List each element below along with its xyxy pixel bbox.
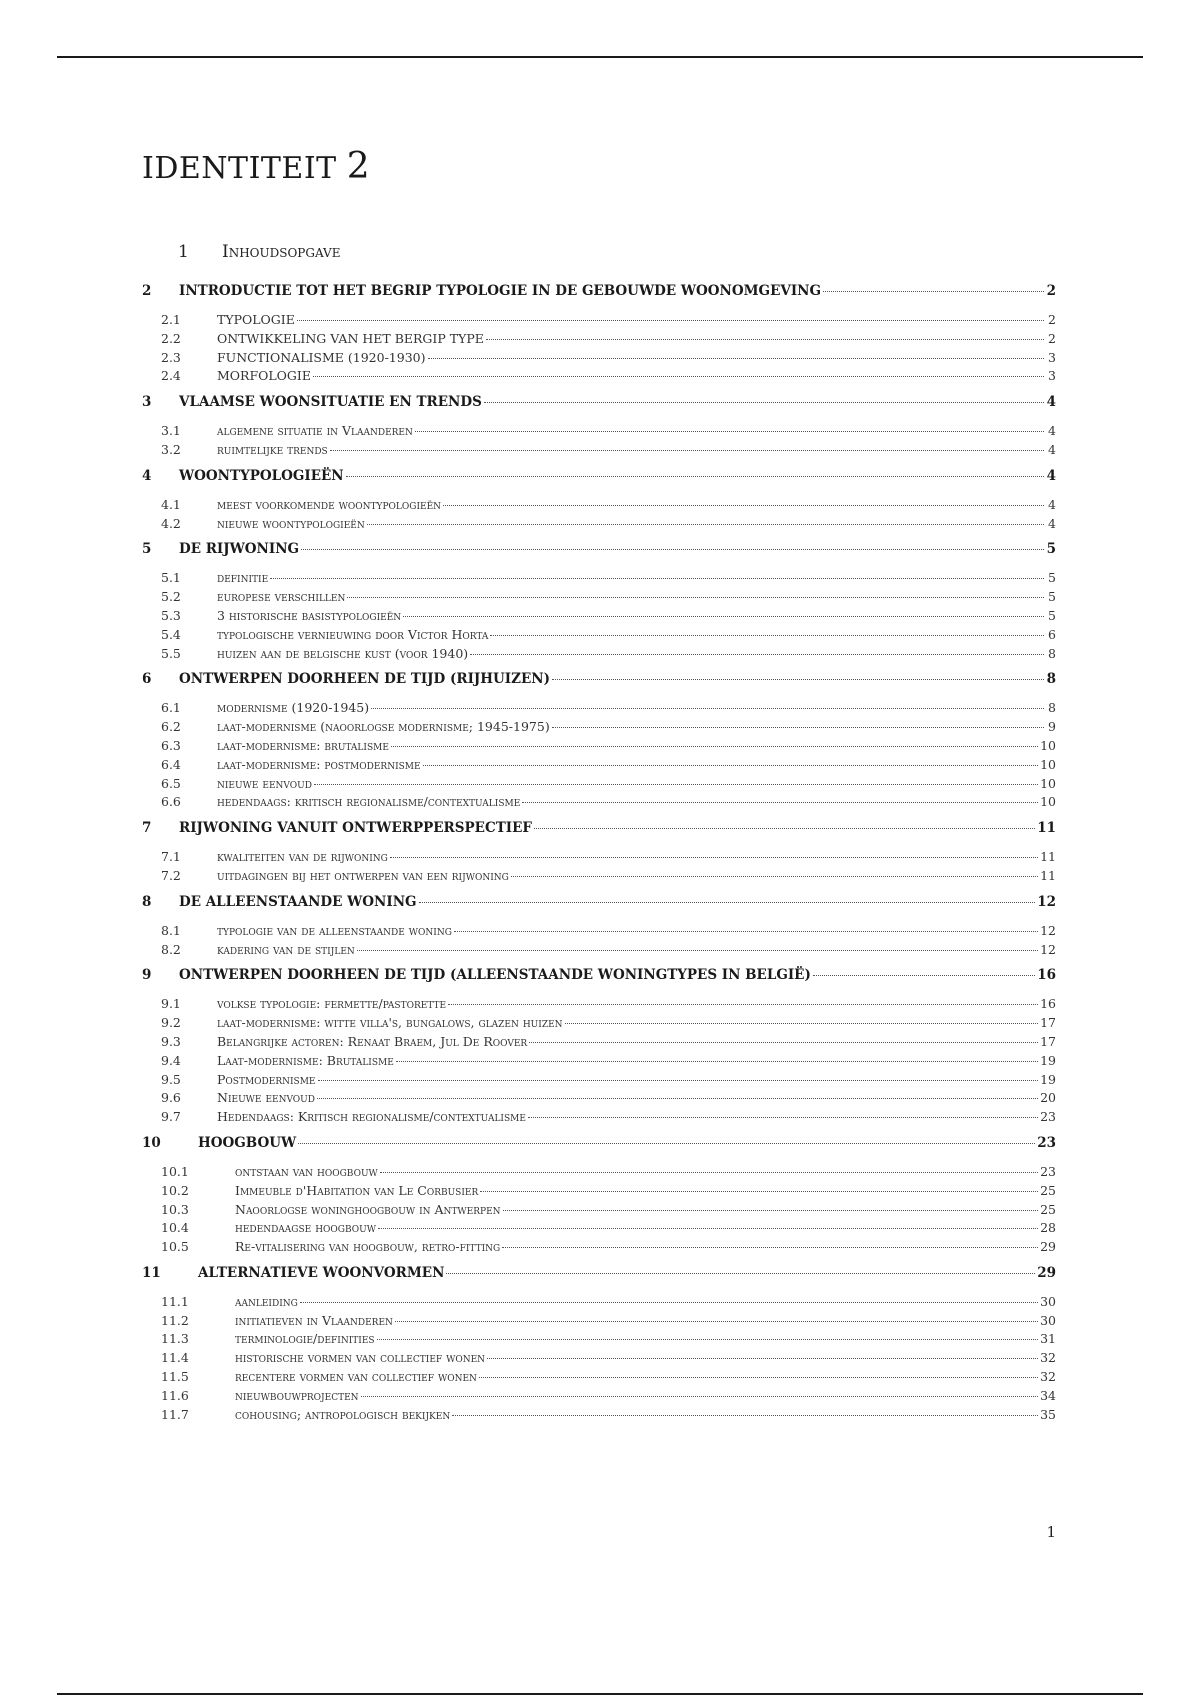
- toc-entry-number: 8: [142, 893, 152, 910]
- toc-entry-level1[interactable]: [142, 1135, 1056, 1155]
- toc-subentry-page: 30: [1040, 1293, 1056, 1309]
- toc-subentry-number: 9.6: [161, 1090, 181, 1106]
- toc-chapter: [142, 1265, 1056, 1426]
- toc-subentry-title: volkse typologie: fermette/pastorette: [217, 996, 447, 1012]
- toc-dot-leader: [529, 1041, 1038, 1043]
- toc-dot-leader: [301, 548, 1044, 550]
- toc-entry-level2[interactable]: [142, 1407, 1056, 1426]
- toc-entry-level1[interactable]: [142, 394, 1056, 414]
- toc-subentry-title: nieuwe woontypologieën: [217, 515, 365, 531]
- toc-subentry-title: Immeuble d'Habitation van Le Corbusier: [235, 1182, 479, 1198]
- toc-subentry-page: 3: [1048, 368, 1056, 384]
- toc-dot-leader: [300, 1301, 1038, 1303]
- toc-dot-leader: [378, 1227, 1038, 1229]
- toc-entry-page: 29: [1037, 1264, 1056, 1281]
- toc-subentry-number: 11.4: [161, 1350, 189, 1366]
- toc-entry-page: 23: [1037, 1134, 1056, 1151]
- toc-subentry-page: 5: [1048, 570, 1056, 586]
- toc-subentry-number: 9.3: [161, 1033, 181, 1049]
- toc-subentry-title: typologische vernieuwing door Victor Horta: [217, 626, 489, 642]
- toc-entry-level1[interactable]: [142, 820, 1056, 840]
- toc-dot-leader: [314, 783, 1038, 785]
- toc-entry-level2[interactable]: [142, 627, 1056, 646]
- toc-entry-level2[interactable]: [142, 1183, 1056, 1202]
- toc-subentry-number: 10.1: [161, 1163, 189, 1179]
- toc-dot-leader: [423, 764, 1039, 766]
- toc-chapter: [142, 468, 1056, 535]
- toc-entry-title: ONTWERPEN DOORHEEN DE TIJD (RIJHUIZEN): [179, 671, 550, 688]
- toc-subentry-number: 5.2: [161, 589, 181, 605]
- toc-subentry-page: 25: [1040, 1201, 1056, 1217]
- toc-entry-level2[interactable]: [142, 1369, 1056, 1388]
- toc-entry-level2[interactable]: [142, 646, 1056, 665]
- toc-subentry-title: ONTWIKKELING VAN HET BERGIP TYPE: [217, 330, 484, 346]
- toc-entry-level2[interactable]: [142, 312, 1056, 331]
- toc-subentry-number: 11.5: [161, 1369, 189, 1385]
- toc-entry-title: INTRODUCTIE TOT HET BEGRIP TYPOLOGIE IN DE GEBOUWDE WOONOMGEVING: [179, 283, 822, 299]
- toc-subentry-page: 23: [1040, 1109, 1056, 1125]
- toc-dot-leader: [528, 1116, 1038, 1118]
- toc-dot-leader: [317, 1097, 1038, 1099]
- toc-dot-leader: [367, 523, 1044, 525]
- toc-chapter: [142, 1135, 1056, 1258]
- toc-entry-page: 2: [1046, 283, 1056, 299]
- toc-heading-text: Inhoudsopgave: [222, 242, 341, 262]
- toc-subentry-number: 9.2: [161, 1015, 181, 1031]
- toc-dot-leader: [380, 1171, 1038, 1173]
- toc-dot-leader: [318, 1079, 1039, 1081]
- toc-subentry-title: nieuwbouwprojecten: [235, 1387, 359, 1403]
- toc-subentries: [142, 312, 1056, 387]
- toc-entry-level2[interactable]: [142, 368, 1056, 387]
- toc-subentry-title: MORFOLOGIE: [217, 368, 311, 384]
- toc-subentry-page: 5: [1048, 607, 1056, 623]
- toc-dot-leader: [484, 401, 1044, 403]
- toc-chapter: [142, 967, 1056, 1128]
- toc-dot-leader: [503, 1209, 1039, 1211]
- toc-entry-level2[interactable]: [142, 942, 1056, 961]
- footer-rule: [57, 1693, 1143, 1695]
- toc-entry-level2[interactable]: [142, 1313, 1056, 1332]
- toc-dot-leader: [534, 827, 1035, 829]
- toc-subentry-page: 10: [1040, 737, 1056, 753]
- toc-entry-number: 7: [142, 820, 152, 837]
- toc-dot-leader: [470, 653, 1044, 655]
- toc-subentry-page: 16: [1040, 996, 1056, 1012]
- toc-subentry-number: 6.6: [161, 794, 181, 810]
- toc-subentry-page: 28: [1040, 1220, 1056, 1236]
- toc-subentry-number: 10.4: [161, 1220, 189, 1236]
- toc-dot-leader: [390, 856, 1038, 858]
- toc-heading-number: 1: [178, 242, 189, 262]
- toc-subentry-page: 17: [1040, 1033, 1056, 1049]
- toc-subentry-number: 2.1: [161, 312, 181, 327]
- toc-entry-level2[interactable]: [142, 1109, 1056, 1128]
- toc-dot-leader: [448, 1003, 1038, 1005]
- toc-entry-level2[interactable]: [142, 1239, 1056, 1258]
- toc-entry-page: 12: [1037, 893, 1056, 910]
- toc-dot-leader: [480, 1190, 1038, 1192]
- toc-entry-level2[interactable]: [142, 1350, 1056, 1369]
- toc-entry-level2[interactable]: [142, 1388, 1056, 1407]
- toc-subentry-page: 31: [1040, 1331, 1056, 1347]
- toc-dot-leader: [298, 1142, 1035, 1144]
- toc-subentry-number: 11.1: [161, 1293, 189, 1309]
- toc-subentry-title: laat-modernisme: brutalisme: [217, 737, 389, 753]
- toc-dot-leader: [313, 375, 1044, 377]
- toc-entry-level1[interactable]: [142, 967, 1056, 987]
- toc-subentry-title: historische vormen van collectief wonen: [235, 1350, 486, 1366]
- toc-entry-level2[interactable]: [142, 1034, 1056, 1053]
- toc-entry-level2[interactable]: [142, 849, 1056, 868]
- toc-entry-title: DE ALLEENSTAANDE WONING: [179, 893, 417, 910]
- toc-chapter: [142, 541, 1056, 664]
- toc-entry-title: ALTERNATIEVE WOONVORMEN: [198, 1264, 445, 1281]
- toc-entry-level2[interactable]: [142, 1015, 1056, 1034]
- toc-subentry-number: 6.3: [161, 737, 181, 753]
- toc-dot-leader: [502, 1246, 1038, 1248]
- toc-entry-level1[interactable]: [142, 283, 1056, 303]
- toc-dot-leader: [446, 1272, 1035, 1274]
- toc-entry-level2[interactable]: [142, 719, 1056, 738]
- toc-subentry-number: 7.2: [161, 867, 181, 883]
- toc-subentries: [142, 700, 1056, 813]
- toc-entry-level2[interactable]: [142, 608, 1056, 627]
- toc-subentry-page: 23: [1040, 1163, 1056, 1179]
- toc-subentry-title: kadering van de stijlen: [217, 941, 355, 957]
- toc-subentry-page: 9: [1048, 719, 1056, 735]
- toc-subentry-page: 6: [1048, 626, 1056, 642]
- toc-entry-level1[interactable]: [142, 468, 1056, 488]
- toc-entry-number: 10: [142, 1134, 161, 1151]
- toc-entry-level2[interactable]: [142, 776, 1056, 795]
- toc-entry-number: 5: [142, 541, 152, 558]
- document-title-text: IDENTITEIT: [142, 151, 337, 186]
- toc-dot-leader: [487, 1357, 1038, 1359]
- toc-subentry-number: 6.2: [161, 719, 181, 735]
- toc-subentry-title: laat-modernisme (naoorlogse modernisme; 1945-1975): [217, 719, 550, 735]
- toc-subentry-number: 8.1: [161, 922, 181, 938]
- toc-entry-page: 8: [1046, 671, 1056, 688]
- toc-subentry-title: laat-modernisme: witte villa's, bungalows, glazen huizen: [217, 1015, 563, 1031]
- toc-entry-number: 6: [142, 671, 152, 688]
- toc-dot-leader: [391, 745, 1038, 747]
- toc-subentry-title: Naoorlogse woninghoogbouw in Antwerpen: [235, 1201, 501, 1217]
- toc-subentry-page: 12: [1040, 922, 1056, 938]
- toc-subentries: [142, 996, 1056, 1128]
- toc-subentries: [142, 1164, 1056, 1258]
- toc-subentries: [142, 497, 1056, 535]
- toc-subentry-page: 20: [1040, 1090, 1056, 1106]
- toc-subentry-number: 9.1: [161, 996, 181, 1012]
- toc-dot-leader: [452, 1414, 1038, 1416]
- toc-subentry-title: 3 historische basistypologieën: [217, 607, 402, 623]
- toc-entry-level2[interactable]: [142, 996, 1056, 1015]
- toc-subentry-number: 3.1: [161, 423, 181, 439]
- toc-entry-level2[interactable]: [142, 350, 1056, 369]
- toc-subentry-number: 5.1: [161, 570, 181, 586]
- toc-dot-leader: [403, 615, 1044, 617]
- toc-dot-leader: [346, 475, 1044, 477]
- toc-subentry-number: 11.2: [161, 1312, 189, 1328]
- toc-subentry-page: 11: [1040, 867, 1056, 883]
- toc-chapter: [142, 283, 1056, 387]
- toc-dot-leader: [490, 634, 1044, 636]
- toc-subentries: [142, 570, 1056, 664]
- toc-subentry-page: 32: [1040, 1369, 1056, 1385]
- toc-subentry-number: 6.5: [161, 775, 181, 791]
- toc-subentry-title: Postmodernisme: [217, 1071, 316, 1087]
- toc-subentry-page: 8: [1048, 700, 1056, 716]
- toc-subentry-page: 35: [1040, 1406, 1056, 1422]
- toc-subentry-page: 30: [1040, 1312, 1056, 1328]
- toc-dot-leader: [522, 801, 1038, 803]
- toc-entry-level2[interactable]: [142, 497, 1056, 516]
- toc-entry-level2[interactable]: [142, 868, 1056, 887]
- toc-subentry-page: 32: [1040, 1350, 1056, 1366]
- toc-entry-level2[interactable]: [142, 1164, 1056, 1183]
- toc-dot-leader: [479, 1376, 1038, 1378]
- toc-subentry-number: 7.1: [161, 849, 181, 865]
- toc-subentry-title: Belangrijke actoren: Renaat Braem, Jul De Roover: [217, 1033, 528, 1049]
- toc-subentry-number: 8.2: [161, 941, 181, 957]
- toc-subentry-title: Hedendaags: Kritisch regionalisme/contextualisme: [217, 1109, 526, 1125]
- toc-subentry-number: 11.3: [161, 1331, 189, 1347]
- toc-subentries: [142, 423, 1056, 461]
- toc-entry-title: ONTWERPEN DOORHEEN DE TIJD (ALLEENSTAANDE WONINGTYPES IN BELGIË): [179, 967, 811, 984]
- toc-subentry-page: 8: [1048, 645, 1056, 661]
- toc-entry-level2[interactable]: [142, 757, 1056, 776]
- toc-entry-number: 3: [142, 394, 152, 411]
- toc-entry-level1[interactable]: [142, 541, 1056, 561]
- toc-chapter: [142, 820, 1056, 887]
- toc-entry-title: DE RIJWONING: [179, 541, 300, 558]
- toc-dot-leader: [552, 678, 1044, 680]
- toc-subentry-number: 6.1: [161, 700, 181, 716]
- toc-entry-level1[interactable]: [142, 1265, 1056, 1285]
- toc-entry-page: 4: [1046, 394, 1056, 411]
- toc-subentry-page: 2: [1048, 312, 1056, 327]
- toc-subentry-title: kwaliteiten van de rijwoning: [217, 849, 388, 865]
- toc-subentry-page: 3: [1048, 349, 1056, 365]
- toc-entry-level2[interactable]: [142, 700, 1056, 719]
- toc-subentry-page: 4: [1048, 423, 1056, 439]
- toc-entry-level2[interactable]: [142, 423, 1056, 442]
- toc-subentries: [142, 923, 1056, 961]
- toc-dot-leader: [357, 949, 1038, 951]
- toc-subentry-title: Laat-modernisme: Brutalisme: [217, 1052, 394, 1068]
- toc-subentry-title: Nieuwe eenvoud: [217, 1090, 315, 1106]
- toc-subentry-number: 9.5: [161, 1071, 181, 1087]
- toc-subentry-title: modernisme (1920-1945): [217, 700, 370, 716]
- toc-subentry-title: cohousing; antropologisch bekijken: [235, 1406, 451, 1422]
- toc-dot-leader: [371, 707, 1044, 709]
- toc-subentry-number: 9.7: [161, 1109, 181, 1125]
- toc-subentry-title: initiatieven in Vlaanderen: [235, 1312, 393, 1328]
- toc-subentry-page: 10: [1040, 756, 1056, 772]
- toc-entry-level2[interactable]: [142, 331, 1056, 350]
- toc-subentry-page: 12: [1040, 941, 1056, 957]
- toc-subentry-number: 5.3: [161, 607, 181, 623]
- toc-entry-level2[interactable]: [142, 1220, 1056, 1239]
- toc-subentry-number: 2.4: [161, 368, 181, 384]
- toc-subentry-title: typologie van de alleenstaande woning: [217, 922, 452, 938]
- toc-subentry-page: 29: [1040, 1239, 1056, 1255]
- toc-subentry-title: algemene situatie in Vlaanderen: [217, 423, 413, 439]
- toc-entry-level2[interactable]: [142, 442, 1056, 461]
- toc-subentry-page: 4: [1048, 496, 1056, 512]
- toc-subentry-title: huizen aan de belgische kust (voor 1940): [217, 645, 469, 661]
- toc-subentry-number: 5.5: [161, 645, 181, 661]
- toc-subentry-number: 11.7: [161, 1406, 189, 1422]
- toc-entry-page: 11: [1037, 820, 1056, 837]
- toc-entry-level1[interactable]: [142, 894, 1056, 914]
- toc-dot-leader: [443, 504, 1044, 506]
- toc-heading: [178, 242, 340, 262]
- toc-subentry-title: laat-modernisme: postmodernisme: [217, 756, 421, 772]
- toc-subentry-page: 10: [1040, 794, 1056, 810]
- toc-subentry-number: 2.2: [161, 330, 181, 346]
- toc-dot-leader: [565, 1022, 1039, 1024]
- toc-subentry-title: terminologie/definities: [235, 1331, 375, 1347]
- toc-dot-leader: [347, 596, 1044, 598]
- toc-entry-number: 11: [142, 1264, 161, 1281]
- toc-subentry-title: ruimtelijke trends: [217, 441, 328, 457]
- toc-subentry-title: hedendaags: kritisch regionalisme/contextualisme: [217, 794, 521, 810]
- toc-dot-leader: [813, 974, 1035, 976]
- toc-dot-leader: [395, 1320, 1038, 1322]
- toc-dot-leader: [486, 338, 1044, 340]
- toc-subentries: [142, 849, 1056, 887]
- toc-entry-page: 5: [1046, 541, 1056, 558]
- toc-subentry-page: 34: [1040, 1387, 1056, 1403]
- toc-entry-level2[interactable]: [142, 923, 1056, 942]
- table-of-contents: [142, 276, 1056, 1425]
- toc-entry-page: 16: [1037, 967, 1056, 984]
- toc-subentry-number: 10.5: [161, 1239, 189, 1255]
- toc-dot-leader: [361, 1395, 1039, 1397]
- toc-entry-number: 2: [142, 283, 152, 299]
- toc-entry-level2[interactable]: [142, 516, 1056, 535]
- document-title-number: 2: [346, 146, 371, 187]
- toc-entry-title: HOOGBOUW: [198, 1134, 297, 1151]
- toc-entry-title: RIJWONING VANUIT ONTWERPPERSPECTIEF: [179, 820, 532, 837]
- toc-subentry-page: 19: [1040, 1071, 1056, 1087]
- page-number: 1: [1046, 1523, 1056, 1541]
- toc-dot-leader: [330, 449, 1044, 451]
- toc-subentry-number: 4.2: [161, 515, 181, 531]
- toc-subentry-number: 9.4: [161, 1052, 181, 1068]
- toc-entry-page: 4: [1046, 467, 1056, 484]
- toc-entry-level2[interactable]: [142, 794, 1056, 813]
- toc-entry-level2[interactable]: [142, 1090, 1056, 1109]
- toc-subentry-title: recentere vormen van collectief wonen: [235, 1369, 477, 1385]
- toc-subentry-title: Re-vitalisering van hoogbouw, retro-fitting: [235, 1239, 501, 1255]
- toc-entry-level2[interactable]: [142, 1294, 1056, 1313]
- toc-dot-leader: [552, 726, 1044, 728]
- toc-subentries: [142, 1294, 1056, 1426]
- toc-subentry-page: 10: [1040, 775, 1056, 791]
- toc-subentry-page: 4: [1048, 441, 1056, 457]
- toc-entry-title: WOONTYPOLOGIEËN: [179, 467, 344, 484]
- toc-subentry-page: 2: [1048, 330, 1056, 346]
- toc-dot-leader: [419, 901, 1036, 903]
- toc-entry-level2[interactable]: [142, 1331, 1056, 1350]
- toc-subentry-number: 4.1: [161, 496, 181, 512]
- toc-subentry-page: 4: [1048, 515, 1056, 531]
- toc-subentry-page: 17: [1040, 1015, 1056, 1031]
- toc-subentry-page: 19: [1040, 1052, 1056, 1068]
- toc-entry-number: 4: [142, 467, 152, 484]
- toc-subentry-title: definitie: [217, 570, 269, 586]
- toc-subentry-title: ontstaan van hoogbouw: [235, 1163, 378, 1179]
- toc-entry-level2[interactable]: [142, 1053, 1056, 1072]
- toc-subentry-number: 11.6: [161, 1387, 189, 1403]
- toc-dot-leader: [454, 930, 1038, 932]
- toc-subentry-number: 3.2: [161, 441, 181, 457]
- toc-dot-leader: [415, 430, 1044, 432]
- toc-chapter: [142, 671, 1056, 813]
- toc-subentry-title: hedendaagse hoogbouw: [235, 1220, 376, 1236]
- toc-entry-number: 9: [142, 967, 152, 984]
- toc-subentry-number: 10.2: [161, 1182, 189, 1198]
- toc-entry-level1[interactable]: [142, 671, 1056, 691]
- toc-subentry-title: uitdagingen bij het ontwerpen van een rijwoning: [217, 867, 509, 883]
- toc-subentry-title: aanleiding: [235, 1293, 298, 1309]
- toc-dot-leader: [270, 577, 1044, 579]
- toc-chapter: [142, 394, 1056, 461]
- toc-dot-leader: [511, 875, 1038, 877]
- document-title: [142, 146, 370, 187]
- toc-subentry-page: 11: [1040, 849, 1056, 865]
- toc-subentry-page: 25: [1040, 1182, 1056, 1198]
- toc-dot-leader: [428, 357, 1045, 359]
- toc-entry-level2[interactable]: [142, 589, 1056, 608]
- toc-dot-leader: [823, 290, 1044, 292]
- toc-dot-leader: [377, 1338, 1039, 1340]
- toc-subentry-page: 5: [1048, 589, 1056, 605]
- toc-subentry-number: 2.3: [161, 349, 181, 365]
- toc-subentry-title: nieuwe eenvoud: [217, 775, 312, 791]
- toc-entry-level2[interactable]: [142, 570, 1056, 589]
- toc-dot-leader: [297, 319, 1044, 321]
- header-rule: [57, 56, 1143, 58]
- toc-subentry-number: 10.3: [161, 1201, 189, 1217]
- toc-subentry-title: FUNCTIONALISME (1920-1930): [217, 349, 426, 365]
- toc-subentry-title: TYPOLOGIE: [217, 312, 295, 327]
- toc-subentry-number: 6.4: [161, 756, 181, 772]
- toc-entry-title: VLAAMSE WOONSITUATIE EN TRENDS: [179, 394, 482, 411]
- toc-dot-leader: [396, 1060, 1038, 1062]
- toc-entry-level2[interactable]: [142, 738, 1056, 757]
- toc-chapter: [142, 894, 1056, 961]
- toc-entry-level2[interactable]: [142, 1202, 1056, 1221]
- toc-subentry-title: meest voorkomende woontypologieën: [217, 496, 442, 512]
- toc-subentry-title: europese verschillen: [217, 589, 346, 605]
- toc-subentry-number: 5.4: [161, 626, 181, 642]
- toc-entry-level2[interactable]: [142, 1072, 1056, 1091]
